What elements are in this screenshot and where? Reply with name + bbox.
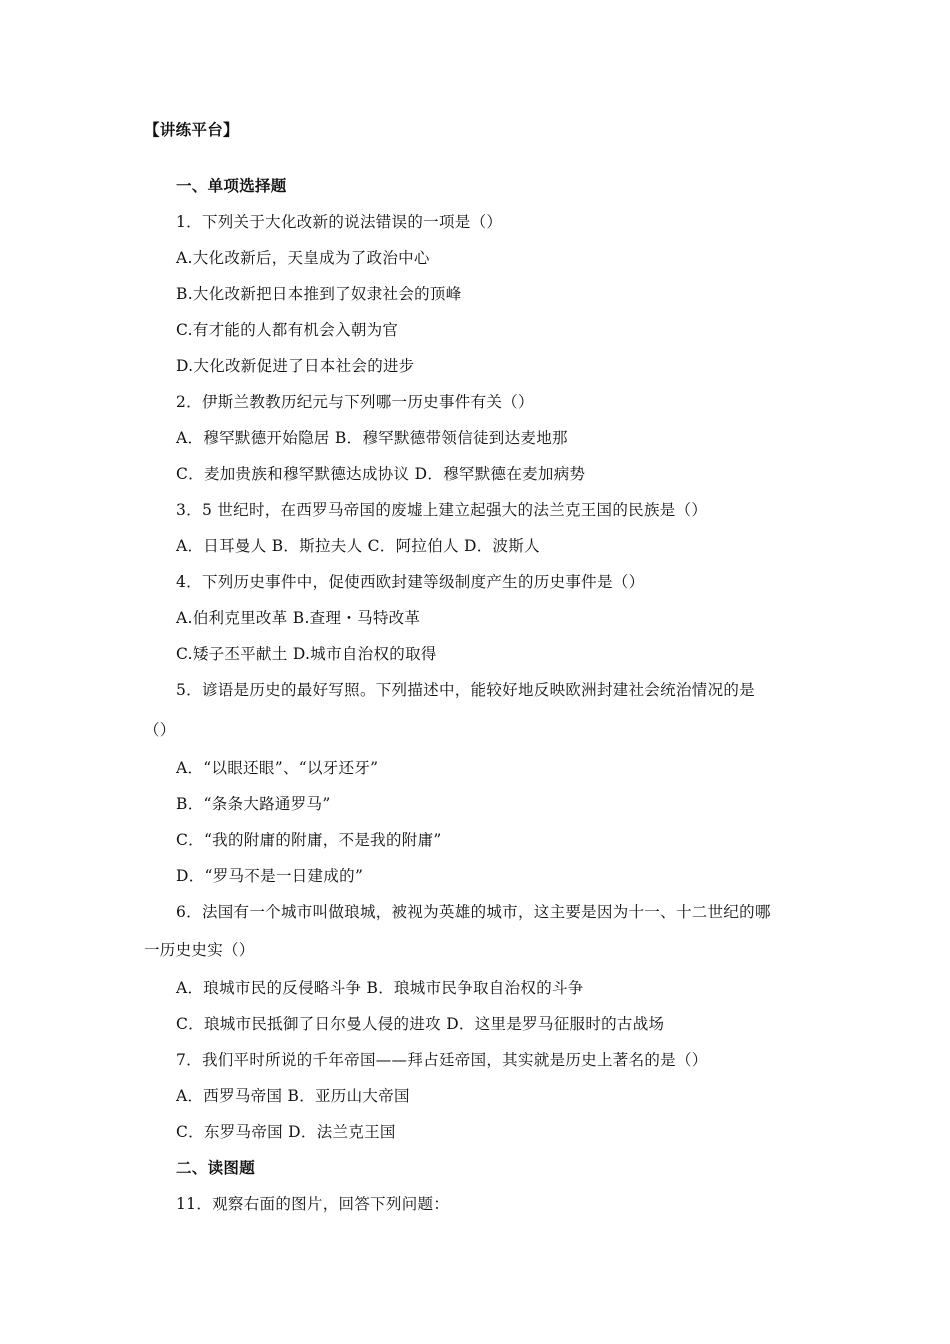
question-1-stem: 1．下列关于大化改新的说法错误的一项是（） bbox=[176, 213, 503, 231]
question-5-option-a: A．“以眼还眼”、“以牙还牙” bbox=[176, 759, 379, 777]
question-2-options-ab: A．穆罕默德开始隐居 B．穆罕默德带领信徒到达麦地那 bbox=[176, 429, 568, 447]
question-5-stem-continued: （） bbox=[144, 721, 176, 739]
question-3-stem: 3．5 世纪时，在西罗马帝国的废墟上建立起强大的法兰克王国的民族是（） bbox=[176, 501, 708, 519]
question-6-stem: 6．法国有一个城市叫做琅城，被视为英雄的城市，这主要是因为十一、十二世纪的哪 bbox=[176, 903, 771, 921]
question-1-option-d: D.大化改新促进了日本社会的进步 bbox=[176, 357, 415, 375]
question-6-options-ab: A．琅城市民的反侵略斗争 B．琅城市民争取自治权的斗争 bbox=[176, 979, 584, 997]
section-title-choice: 一、单项选择题 bbox=[176, 176, 287, 195]
question-4-stem: 4．下列历史事件中，促使西欧封建等级制度产生的历史事件是（） bbox=[176, 573, 645, 591]
question-1-option-b: B.大化改新把日本推到了奴隶社会的顶峰 bbox=[176, 285, 462, 303]
question-7-options-cd: C．东罗马帝国 D．法兰克王国 bbox=[176, 1123, 396, 1141]
question-4-options-cd: C.矮子丕平献土 D.城市自治权的取得 bbox=[176, 645, 437, 663]
section-title-map: 二、读图题 bbox=[176, 1158, 256, 1177]
question-7-stem: 7．我们平时所说的千年帝国——拜占廷帝国，其实就是历史上著名的是（） bbox=[176, 1051, 708, 1069]
question-5-option-c: C．“我的附庸的附庸，不是我的附庸” bbox=[176, 831, 442, 849]
question-7-options-ab: A．西罗马帝国 B．亚历山大帝国 bbox=[176, 1087, 410, 1105]
question-6-options-cd: C．琅城市民抵御了日尔曼人侵的进攻 D．这里是罗马征服时的古战场 bbox=[176, 1015, 665, 1033]
question-3-options: A．日耳曼人 B．斯拉夫人 C．阿拉伯人 D．波斯人 bbox=[176, 537, 540, 555]
question-5-option-d: D．“罗马不是一日建成的” bbox=[176, 867, 364, 885]
question-2-stem: 2．伊斯兰教教历纪元与下列哪一历史事件有关（） bbox=[176, 393, 534, 411]
page-header: 【讲练平台】 bbox=[144, 120, 239, 139]
question-2-options-cd: C．麦加贵族和穆罕默德达成协议 D．穆罕默德在麦加病势 bbox=[176, 465, 586, 483]
question-11-stem: 11．观察右面的图片，回答下列问题： bbox=[176, 1195, 450, 1213]
question-5-option-b: B．“条条大路通罗马” bbox=[176, 795, 331, 813]
question-4-options-ab: A.伯利克里改革 B.查理・马特改革 bbox=[176, 609, 421, 627]
question-1-option-c: C.有才能的人都有机会入朝为官 bbox=[176, 321, 399, 339]
question-5-stem: 5．谚语是历史的最好写照。下列描述中，能较好地反映欧洲封建社会统治情况的是 bbox=[176, 681, 755, 699]
question-6-stem-continued: 一历史史实（） bbox=[144, 941, 255, 959]
question-1-option-a: A.大化改新后，天皇成为了政治中心 bbox=[176, 249, 430, 267]
